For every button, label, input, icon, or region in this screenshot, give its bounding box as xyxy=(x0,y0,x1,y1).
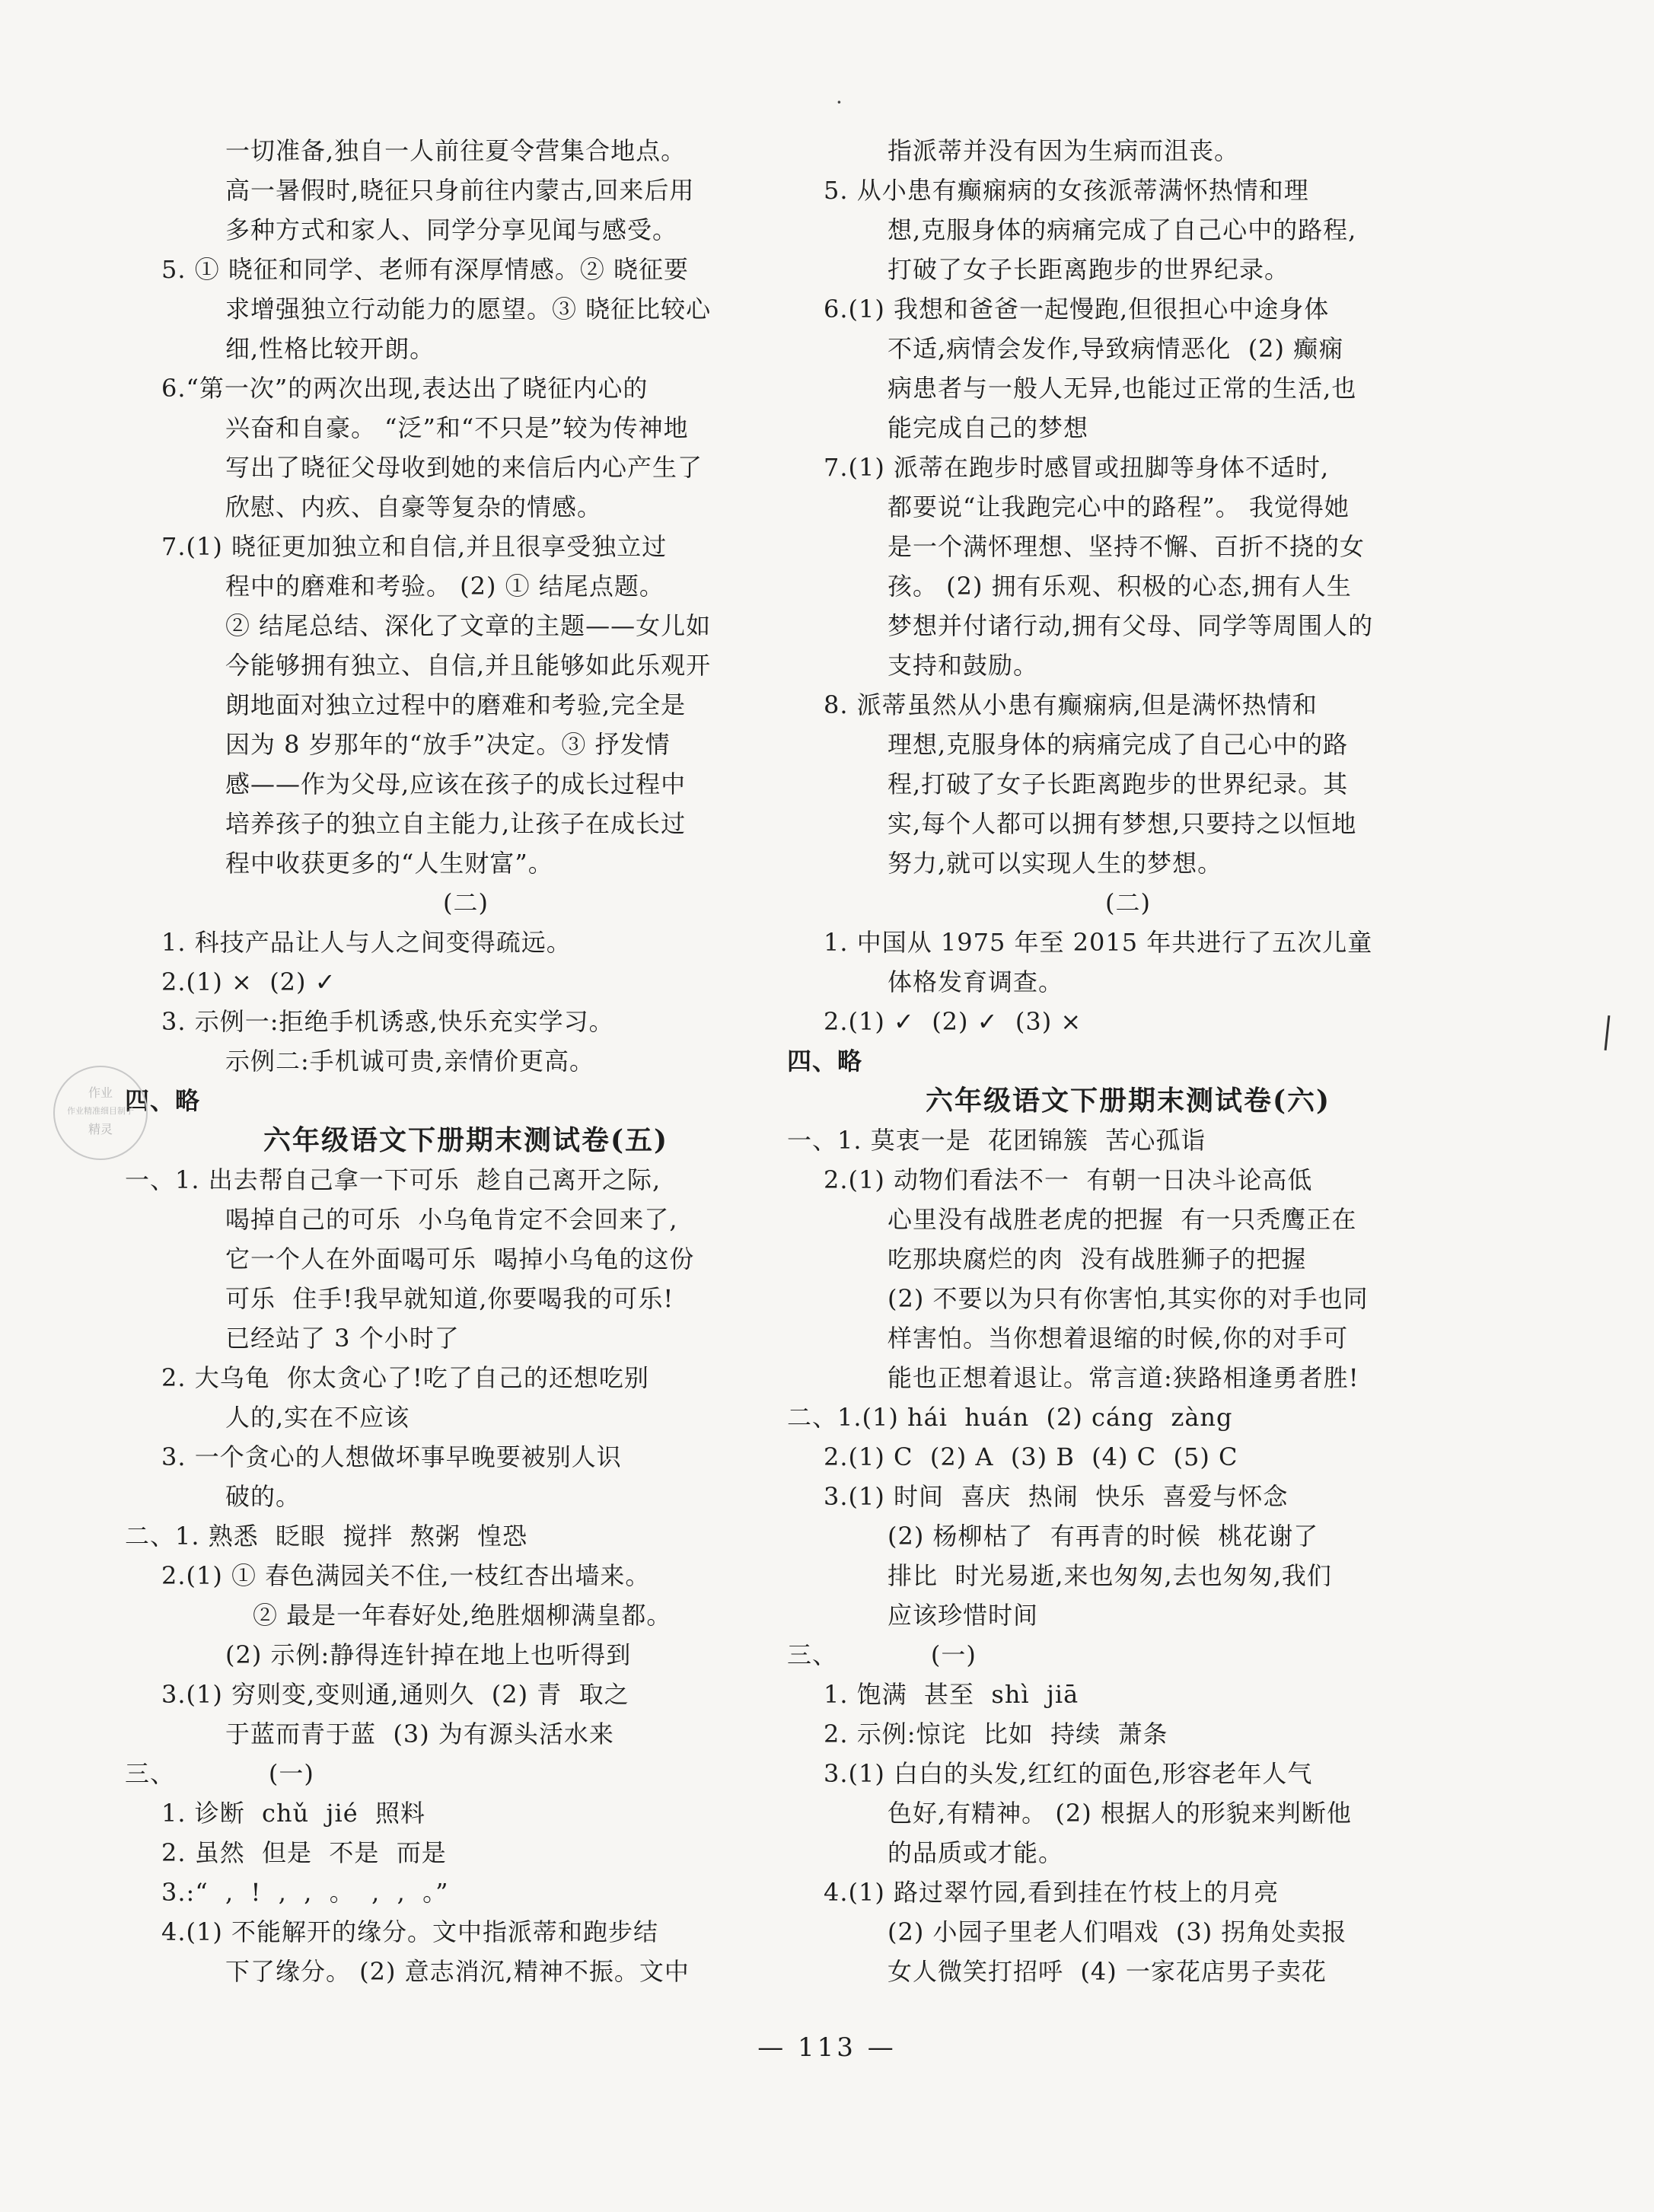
text-line: 实,每个人都可以拥有梦想,只要持之以恒地 xyxy=(888,809,1357,838)
text-line: 破的。 xyxy=(225,1482,301,1511)
text-line: 于蓝而青于蓝 (3) 为有源头活水来 xyxy=(225,1720,614,1748)
text-line: 朗地面对独立过程中的磨难和考验,完全是 xyxy=(225,690,687,719)
section-subheading: (二) xyxy=(1105,888,1151,917)
text-line: 理想,克服身体的病痛完成了自己心中的路 xyxy=(888,730,1349,759)
text-line: 6.“第一次”的两次出现,表达出了晓征内心的 xyxy=(161,374,649,403)
text-line: 指派蒂并没有因为生病而沮丧。 xyxy=(888,136,1240,165)
text-line: 它一个人在外面喝可乐 喝掉小乌龟的这份 xyxy=(225,1245,695,1273)
text-line: 2.(1) × (2) ✓ xyxy=(161,967,336,996)
text-line: 4.(1) 路过翠竹园,看到挂在竹枝上的月亮 xyxy=(824,1878,1280,1907)
text-line: 不适,病情会发作,导致病情恶化 (2) 癫痫 xyxy=(888,334,1344,363)
right-column xyxy=(787,131,1433,1991)
text-line: 一、1. 莫衷一是 花团锦簇 苦心孤诣 xyxy=(787,1126,1206,1155)
text-line: 体格发育调查。 xyxy=(888,967,1064,996)
text-line: 的品质或才能。 xyxy=(888,1838,1064,1867)
text-line: 5. ① 晓征和同学、老师有深厚情感。② 晓征要 xyxy=(161,255,690,284)
stamp-middle: 作业精准细目制子 xyxy=(67,1106,134,1116)
text-line: 今能够拥有独立、自信,并且能够如此乐观开 xyxy=(225,651,712,680)
pen-mark xyxy=(1605,1015,1611,1050)
text-line: 1. 饱满 甚至 shì jiā xyxy=(824,1680,1079,1709)
text-line: 孩。 (2) 拥有乐观、积极的心态,拥有人生 xyxy=(888,572,1352,601)
text-line: 3.(1) 白白的头发,红红的面色,形容老年人气 xyxy=(824,1759,1313,1788)
section-heading: 四、略 xyxy=(787,1047,863,1076)
text-line: 1. 诊断 chǔ jié 照料 xyxy=(161,1799,425,1828)
text-line: 排比 时光易逝,来也匆匆,去也匆匆,我们 xyxy=(888,1561,1332,1590)
text-line: 2.(1) ① 春色满园关不住,一枝红杏出墙来。 xyxy=(161,1561,651,1590)
text-line: 可乐 住手!我早就知道,你要喝我的可乐! xyxy=(225,1284,674,1313)
text-line: (2) 示例:静得连针掉在地上也听得到 xyxy=(225,1640,632,1669)
text-line: ② 最是一年春好处,绝胜烟柳满皇都。 xyxy=(253,1601,672,1630)
text-line: 想,克服身体的病痛完成了自己心中的路程, xyxy=(888,215,1357,244)
text-line: 7.(1) 晓征更加独立和自信,并且很享受独立过 xyxy=(161,532,668,561)
text-line: 人的,实在不应该 xyxy=(225,1403,410,1432)
text-line: 3.:“ , ! , , 。 , , 。” xyxy=(161,1878,449,1907)
text-line: 2. 示例:惊诧 比如 持续 萧条 xyxy=(824,1720,1168,1748)
text-line: 5. 从小患有癫痫病的女孩派蒂满怀热情和理 xyxy=(824,176,1309,205)
text-line: 打破了女子长距离跑步的世界纪录。 xyxy=(888,255,1290,284)
stamp-bottom: 精灵 xyxy=(88,1122,113,1136)
text-line: 细,性格比较开朗。 xyxy=(225,334,435,363)
text-line: 1. 科技产品让人与人之间变得疏远。 xyxy=(161,928,572,957)
left-column xyxy=(125,131,770,1991)
text-line: 程中收获更多的“人生财富”。 xyxy=(225,849,553,878)
text-line: 培养孩子的独立自主能力,让孩子在成长过 xyxy=(225,809,687,838)
page-number: — 113 — xyxy=(757,2032,897,2063)
text-line: 2. 虽然 但是 不是 而是 xyxy=(161,1838,447,1867)
text-line: 应该珍惜时间 xyxy=(888,1601,1039,1630)
text-line: 3.(1) 穷则变,变则通,通则久 (2) 青 取之 xyxy=(161,1680,629,1709)
text-line: 1. 中国从 1975 年至 2015 年共进行了五次儿童 xyxy=(824,928,1373,957)
text-line: 二、1. 熟悉 眨眼 搅拌 熬粥 惶恐 xyxy=(125,1522,528,1551)
text-line: 兴奋和自豪。 “泛”和“不只是”较为传神地 xyxy=(225,413,689,442)
section-heading: 三、 (一) xyxy=(125,1759,314,1788)
text-line: 病患者与一般人无异,也能过正常的生活,也 xyxy=(888,374,1357,403)
text-line: 程,打破了女子长距离跑步的世界纪录。其 xyxy=(888,770,1349,798)
watermark-stamp xyxy=(53,1066,148,1160)
stamp-top: 作业 xyxy=(88,1085,113,1100)
text-line: 能完成自己的梦想 xyxy=(888,413,1089,442)
text-line: 程中的磨难和考验。 (2) ① 结尾点题。 xyxy=(225,572,664,601)
text-line: 吃那块腐烂的肉 没有战胜狮子的把握 xyxy=(888,1245,1307,1273)
text-line: ② 结尾总结、深化了文章的主题——女儿如 xyxy=(225,611,712,640)
text-line: 求增强独立行动能力的愿望。③ 晓征比较心 xyxy=(225,295,712,324)
text-line: 下了缘分。 (2) 意志消沉,精神不振。文中 xyxy=(225,1957,690,1986)
text-line: 高一暑假时,晓征只身前往内蒙古,回来后用 xyxy=(225,176,695,205)
text-line: 因为 8 岁那年的“放手”决定。③ 抒发情 xyxy=(225,730,671,759)
text-line: 梦想并付诸行动,拥有父母、同学等周围人的 xyxy=(888,611,1374,640)
text-line: 2.(1) 动物们看法不一 有朝一日决斗论高低 xyxy=(824,1165,1313,1194)
text-line: 能也正想着退让。常言道:狭路相逢勇者胜! xyxy=(888,1363,1359,1392)
text-line: 示例二:手机诚可贵,亲情价更高。 xyxy=(225,1047,594,1076)
section-heading: 三、 (一) xyxy=(787,1640,977,1669)
text-line: (2) 杨柳枯了 有再青的时候 桃花谢了 xyxy=(888,1522,1319,1551)
text-line: (2) 不要以为只有你害怕,其实你的对手也同 xyxy=(888,1284,1369,1313)
text-line: 2.(1) C (2) A (3) B (4) C (5) C xyxy=(824,1442,1238,1471)
text-line: 欣慰、内疚、自豪等复杂的情感。 xyxy=(225,492,603,521)
text-line: 样害怕。当你想着退缩的时候,你的对手可 xyxy=(888,1324,1349,1353)
section-subheading: (二) xyxy=(443,888,489,917)
text-line: 8. 派蒂虽然从小患有癫痫病,但是满怀热情和 xyxy=(824,690,1318,719)
text-line: 4.(1) 不能解开的缘分。文中指派蒂和跑步结 xyxy=(161,1917,659,1946)
text-line: 喝掉自己的可乐 小乌龟肯定不会回来了, xyxy=(225,1205,678,1234)
test-title: 六年级语文下册期末测试卷(五) xyxy=(263,1124,669,1156)
text-line: 写出了晓征父母收到她的来信后内心产生了 xyxy=(225,453,703,482)
text-line: 女人微笑打招呼 (4) 一家花店男子卖花 xyxy=(888,1957,1327,1986)
text-line: 二、1.(1) hái huán (2) cáng zàng xyxy=(787,1403,1233,1432)
text-line: 努力,就可以实现人生的梦想。 xyxy=(888,849,1223,878)
text-line: 一、1. 出去帮自己拿一下可乐 趁自己离开之际, xyxy=(125,1165,661,1194)
text-line: 3. 一个贪心的人想做坏事早晚要被别人识 xyxy=(161,1442,622,1471)
text-line: 色好,有精神。 (2) 根据人的形貌来判断他 xyxy=(888,1799,1352,1828)
text-line: 是一个满怀理想、坚持不懈、百折不挠的女 xyxy=(888,532,1366,561)
text-line: 支持和鼓励。 xyxy=(888,651,1039,680)
text-line: (2) 小园子里老人们唱戏 (3) 拐角处卖报 xyxy=(888,1917,1347,1946)
text-line: 心里没有战胜老虎的把握 有一只秃鹰正在 xyxy=(888,1205,1357,1234)
text-line: 6.(1) 我想和爸爸一起慢跑,但很担心中途身体 xyxy=(824,295,1330,324)
top-dot: · xyxy=(836,90,843,115)
text-line: 2.(1) ✓ (2) ✓ (3) × xyxy=(824,1007,1082,1036)
text-line: 3.(1) 时间 喜庆 热闹 快乐 喜爱与怀念 xyxy=(824,1482,1289,1511)
text-line: 感——作为父母,应该在孩子的成长过程中 xyxy=(225,770,687,798)
text-line: 7.(1) 派蒂在跑步时感冒或扭脚等身体不适时, xyxy=(824,453,1330,482)
section-heading: 四、略 xyxy=(125,1086,201,1115)
text-line: 多种方式和家人、同学分享见闻与感受。 xyxy=(225,215,678,244)
text-line: 都要说“让我跑完心中的路程”。 我觉得她 xyxy=(888,492,1350,521)
test-title: 六年级语文下册期末测试卷(六) xyxy=(925,1085,1331,1117)
text-line: 2. 大乌龟 你太贪心了!吃了自己的还想吃别 xyxy=(161,1363,649,1392)
text-line: 一切准备,独自一人前往夏令营集合地点。 xyxy=(225,136,687,165)
text-line: 3. 示例一:拒绝手机诱惑,快乐充实学习。 xyxy=(161,1007,614,1036)
text-line: 已经站了 3 个小时了 xyxy=(225,1324,460,1353)
